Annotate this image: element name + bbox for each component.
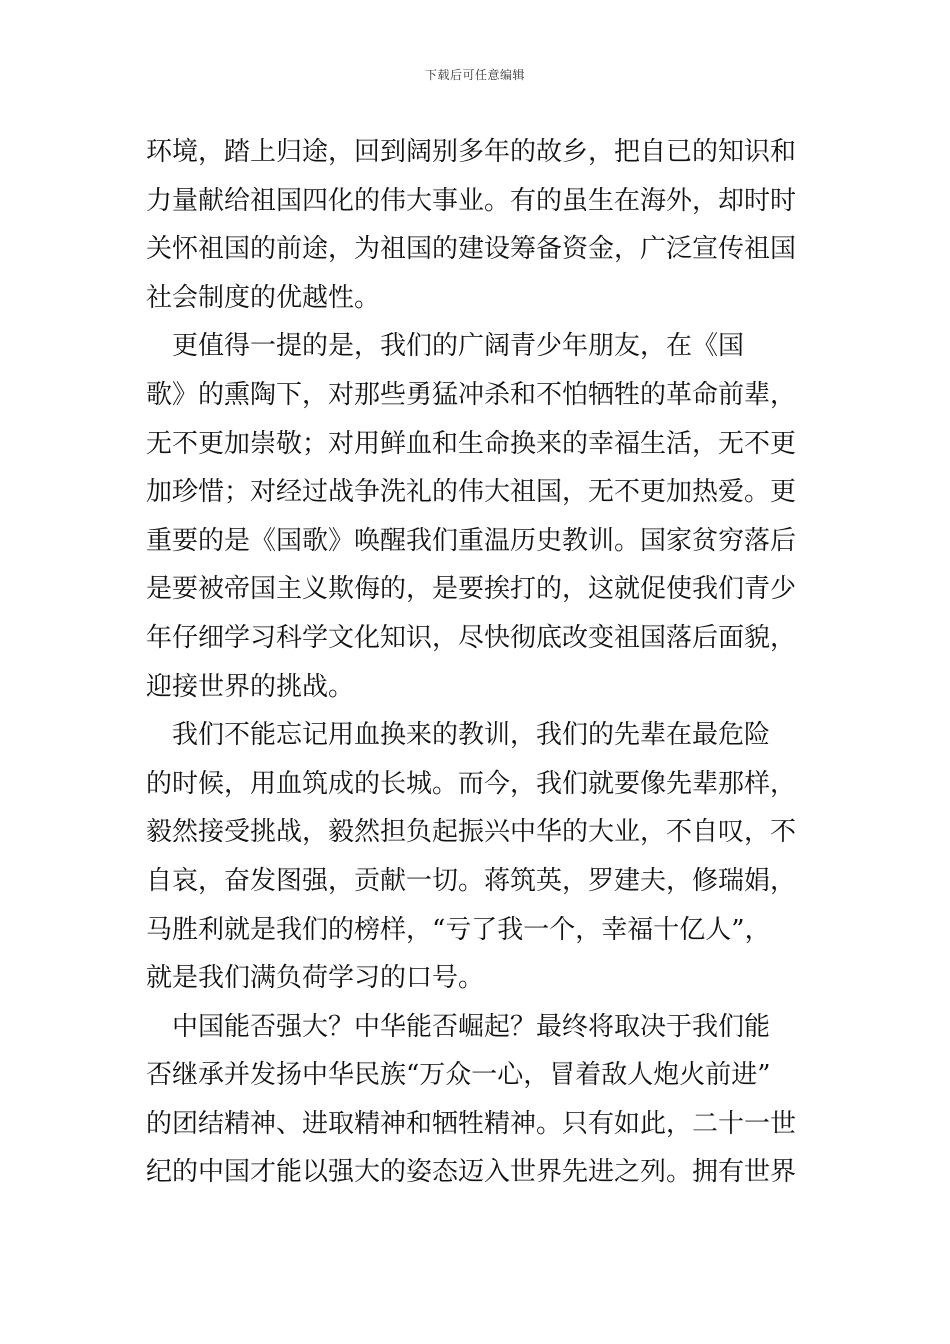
text-line: 纪的中国才能以强大的姿态迈入世界先进之列。拥有世界 [146, 1157, 797, 1188]
text-line: 加珍惜；对经过战争洗礼的伟大祖国，无不更加热爱。更 [146, 477, 797, 508]
text-line: 歌》的熏陶下，对那些勇猛冲杀和不怕牺牲的革命前辈， [146, 379, 797, 410]
text-line: 环境，踏上归途，回到阔别多年的故乡，把自已的知识和 [146, 137, 797, 167]
text-line: 马胜利就是我们的榜样，“亏了我一个，幸福十亿人”， [146, 914, 771, 945]
header-note: 下载后可任意编辑 [424, 68, 525, 82]
text-line: 力量献给祖国四化的伟大事业。有的虽生在海外，却时时 [146, 185, 797, 216]
body-text [146, 128, 808, 1197]
text-line: 的团结精神、进取精神和牺牲精神。只有如此，二十一世 [146, 1108, 797, 1139]
text-line: 迎接世界的挑战。 [146, 671, 355, 702]
text-line: 更值得一提的是，我们的广阔青少年朋友，在《国 [146, 331, 745, 362]
text-line: 社会制度的优越性。 [146, 282, 381, 313]
text-line: 是要被帝国主义欺侮的，是要挨打的，这就促使我们青少 [146, 574, 797, 605]
text-line: 无不更加崇敬；对用鲜血和生命换来的幸福生活，无不更 [146, 428, 797, 459]
text-line: 就是我们满负荷学习的口号。 [146, 963, 485, 994]
text-line: 重要的是《国歌》唤醒我们重温历史教训。国家贫穷落后 [146, 525, 797, 556]
text-line: 的时候，用血筑成的长城。而今，我们就要像先辈那样， [146, 768, 797, 799]
text-line: 我们不能忘记用血换来的教训，我们的先辈在最危险 [146, 720, 771, 751]
text-line: 年仔细学习科学文化知识，尽快彻底改变祖国落后面貌， [146, 622, 797, 653]
text-line: 中国能否强大？中华能否崛起？最终将取决于我们能 [146, 1011, 771, 1042]
text-line: 关怀祖国的前途，为祖国的建设筹备资金，广泛宣传祖国 [146, 234, 797, 265]
text-line: 毅然接受挑战，毅然担负起振兴中华的大业，不自叹，不 [146, 817, 797, 848]
text-line: 自哀，奋发图强，贡献一切。蒋筑英，罗建夫，修瑞娟， [146, 865, 797, 896]
text-line: 否继承并发扬中华民族“万众一心，冒着敌人炮火前进” [146, 1060, 771, 1091]
